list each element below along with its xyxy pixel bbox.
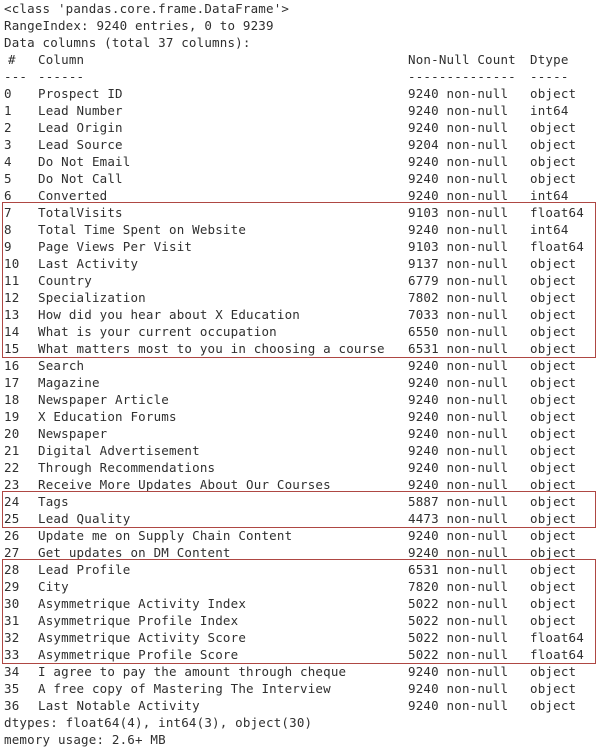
non-null-count: 9240 non-null <box>408 222 509 237</box>
column-name: Digital Advertisement <box>38 443 200 458</box>
dtype-value: object <box>530 273 577 288</box>
row-index: 33 <box>4 647 20 662</box>
dtype-value: object <box>530 698 577 713</box>
non-null-count: 6550 non-null <box>408 324 509 339</box>
non-null-count: 9240 non-null <box>408 477 509 492</box>
row-index: 15 <box>4 341 20 356</box>
table-row <box>4 527 607 544</box>
table-row <box>4 391 607 408</box>
table-row <box>4 255 607 272</box>
data-columns-line: Data columns (total 37 columns): <box>4 35 251 50</box>
non-null-count: 9240 non-null <box>408 171 509 186</box>
dtype-value: object <box>530 528 577 543</box>
table-row <box>4 425 607 442</box>
table-row <box>4 221 607 238</box>
dtype-value: object <box>530 392 577 407</box>
row-index: 10 <box>4 256 20 271</box>
column-name: Country <box>38 273 92 288</box>
column-name: Lead Quality <box>38 511 131 526</box>
non-null-count: 9204 non-null <box>408 137 509 152</box>
non-null-count: 5022 non-null <box>408 613 509 628</box>
table-row <box>4 663 607 680</box>
non-null-count: 9240 non-null <box>408 409 509 424</box>
column-name: TotalVisits <box>38 205 123 220</box>
table-row <box>4 119 607 136</box>
header-nonnull-label: Non-Null Count <box>408 52 516 67</box>
row-index: 12 <box>4 290 20 305</box>
column-name: Do Not Call <box>38 171 123 186</box>
column-name: Total Time Spent on Website <box>38 222 247 237</box>
dtype-value: float64 <box>530 630 584 645</box>
column-name: Prospect ID <box>38 86 123 101</box>
table-row <box>4 136 607 153</box>
dtype-value: object <box>530 256 577 271</box>
column-name: Asymmetrique Profile Score <box>38 647 239 662</box>
table-row <box>4 204 607 221</box>
table-row <box>4 272 607 289</box>
non-null-count: 7033 non-null <box>408 307 509 322</box>
column-name: A free copy of Mastering The Interview <box>38 681 331 696</box>
header-num-label: # <box>8 52 16 67</box>
table-separator-row <box>4 68 607 85</box>
row-index: 8 <box>4 222 12 237</box>
header-column-label: Column <box>38 52 85 67</box>
non-null-count: 9240 non-null <box>408 528 509 543</box>
non-null-count: 9240 non-null <box>408 426 509 441</box>
dtype-value: object <box>530 358 577 373</box>
dtype-value: object <box>530 460 577 475</box>
column-name: Asymmetrique Activity Score <box>38 630 247 645</box>
table-row <box>4 578 607 595</box>
non-null-count: 9240 non-null <box>408 545 509 560</box>
dtype-value: object <box>530 409 577 424</box>
column-name: Last Activity <box>38 256 139 271</box>
row-index: 19 <box>4 409 20 424</box>
row-index: 25 <box>4 511 20 526</box>
table-row <box>4 170 607 187</box>
table-row <box>4 697 607 714</box>
non-null-count: 7802 non-null <box>408 290 509 305</box>
table-rows <box>4 85 607 714</box>
row-index: 11 <box>4 273 20 288</box>
dtype-value: object <box>530 171 577 186</box>
class-line: <class 'pandas.core.frame.DataFrame'> <box>4 1 290 16</box>
row-index: 9 <box>4 239 12 254</box>
table-header-row <box>4 51 607 68</box>
dtype-value: object <box>530 443 577 458</box>
column-name: Do Not Email <box>38 154 131 169</box>
dtype-value: int64 <box>530 188 569 203</box>
row-index: 7 <box>4 205 12 220</box>
column-name: Tags <box>38 494 69 509</box>
dtype-value: object <box>530 596 577 611</box>
separator-dtype: ----- <box>530 69 569 84</box>
row-index: 26 <box>4 528 20 543</box>
dtype-value: object <box>530 664 577 679</box>
row-index: 24 <box>4 494 20 509</box>
header-dtype-label: Dtype <box>530 52 569 67</box>
table-row <box>4 493 607 510</box>
dtype-value: float64 <box>530 239 584 254</box>
row-index: 0 <box>4 86 12 101</box>
column-name: Search <box>38 358 85 373</box>
non-null-count: 9240 non-null <box>408 375 509 390</box>
non-null-count: 9240 non-null <box>408 188 509 203</box>
row-index: 18 <box>4 392 20 407</box>
row-index: 5 <box>4 171 12 186</box>
non-null-count: 9240 non-null <box>408 154 509 169</box>
dtype-value: object <box>530 511 577 526</box>
dtype-value: object <box>530 154 577 169</box>
dtype-value: float64 <box>530 647 584 662</box>
non-null-count: 9240 non-null <box>408 698 509 713</box>
dtype-value: object <box>530 494 577 509</box>
dtype-value: object <box>530 341 577 356</box>
non-null-count: 9240 non-null <box>408 681 509 696</box>
separator-num: --- <box>4 69 28 84</box>
dtype-value: object <box>530 307 577 322</box>
row-index: 32 <box>4 630 20 645</box>
table-row <box>4 306 607 323</box>
dtype-value: int64 <box>530 103 569 118</box>
table-row <box>4 289 607 306</box>
row-index: 29 <box>4 579 20 594</box>
dtype-value: object <box>530 86 577 101</box>
table-row <box>4 374 607 391</box>
table-row <box>4 680 607 697</box>
non-null-count: 5022 non-null <box>408 630 509 645</box>
table-row <box>4 340 607 357</box>
rangeindex-line: RangeIndex: 9240 entries, 0 to 9239 <box>4 18 274 33</box>
dtype-value: object <box>530 120 577 135</box>
table-row <box>4 510 607 527</box>
dtype-value: object <box>530 579 577 594</box>
row-index: 31 <box>4 613 20 628</box>
row-index: 6 <box>4 188 12 203</box>
row-index: 14 <box>4 324 20 339</box>
column-name: What matters most to you in choosing a course <box>38 341 385 356</box>
dtype-value: object <box>530 545 577 560</box>
dtype-value: object <box>530 137 577 152</box>
table-row <box>4 323 607 340</box>
table-row <box>4 357 607 374</box>
row-index: 16 <box>4 358 20 373</box>
column-name: Asymmetrique Profile Index <box>38 613 239 628</box>
column-name: Lead Source <box>38 137 123 152</box>
column-name: Lead Profile <box>38 562 131 577</box>
non-null-count: 9240 non-null <box>408 460 509 475</box>
non-null-count: 9137 non-null <box>408 256 509 271</box>
column-name: Page Views Per Visit <box>38 239 193 254</box>
dtype-value: object <box>530 290 577 305</box>
memory-usage-line: memory usage: 2.6+ MB <box>4 732 166 747</box>
row-index: 21 <box>4 443 20 458</box>
column-name: Lead Number <box>38 103 123 118</box>
dtype-value: object <box>530 426 577 441</box>
non-null-count: 9240 non-null <box>408 103 509 118</box>
table-row <box>4 646 607 663</box>
non-null-count: 5022 non-null <box>408 647 509 662</box>
dtype-value: object <box>530 477 577 492</box>
dtype-value: object <box>530 613 577 628</box>
row-index: 17 <box>4 375 20 390</box>
non-null-count: 9240 non-null <box>408 120 509 135</box>
table-row <box>4 544 607 561</box>
column-name: Update me on Supply Chain Content <box>38 528 293 543</box>
column-name: X Education Forums <box>38 409 177 424</box>
non-null-count: 9240 non-null <box>408 392 509 407</box>
table-row <box>4 612 607 629</box>
dtype-value: int64 <box>530 222 569 237</box>
non-null-count: 6531 non-null <box>408 341 509 356</box>
column-name: Lead Origin <box>38 120 123 135</box>
row-index: 20 <box>4 426 20 441</box>
row-index: 1 <box>4 103 12 118</box>
non-null-count: 9240 non-null <box>408 86 509 101</box>
column-name: Through Recommendations <box>38 460 216 475</box>
table-row <box>4 238 607 255</box>
non-null-count: 9240 non-null <box>408 664 509 679</box>
table-row <box>4 476 607 493</box>
non-null-count: 9103 non-null <box>408 205 509 220</box>
row-index: 22 <box>4 460 20 475</box>
table-row <box>4 442 607 459</box>
row-index: 34 <box>4 664 20 679</box>
row-index: 30 <box>4 596 20 611</box>
column-name: Last Notable Activity <box>38 698 200 713</box>
column-name: What is your current occupation <box>38 324 277 339</box>
row-index: 27 <box>4 545 20 560</box>
non-null-count: 9240 non-null <box>408 443 509 458</box>
table-row <box>4 629 607 646</box>
row-index: 23 <box>4 477 20 492</box>
column-name: Magazine <box>38 375 100 390</box>
separator-nonnull: -------------- <box>408 69 516 84</box>
column-name: Receive More Updates About Our Courses <box>38 477 331 492</box>
dtype-value: float64 <box>530 205 584 220</box>
column-name: I agree to pay the amount through cheque <box>38 664 347 679</box>
dtype-value: object <box>530 562 577 577</box>
dtypes-line: dtypes: float64(4), int64(3), object(30) <box>4 715 313 730</box>
table-row <box>4 459 607 476</box>
table-row <box>4 85 607 102</box>
table-row <box>4 153 607 170</box>
dtype-value: object <box>530 681 577 696</box>
table-row <box>4 561 607 578</box>
column-name: Newspaper <box>38 426 108 441</box>
non-null-count: 4473 non-null <box>408 511 509 526</box>
column-name: Get updates on DM Content <box>38 545 231 560</box>
column-name: Newspaper Article <box>38 392 169 407</box>
non-null-count: 9240 non-null <box>408 358 509 373</box>
column-name: Converted <box>38 188 108 203</box>
row-index: 4 <box>4 154 12 169</box>
row-index: 28 <box>4 562 20 577</box>
row-index: 2 <box>4 120 12 135</box>
column-name: Specialization <box>38 290 146 305</box>
column-name: How did you hear about X Education <box>38 307 300 322</box>
non-null-count: 6531 non-null <box>408 562 509 577</box>
non-null-count: 6779 non-null <box>408 273 509 288</box>
dtype-value: object <box>530 375 577 390</box>
row-index: 35 <box>4 681 20 696</box>
table-row <box>4 408 607 425</box>
column-name: Asymmetrique Activity Index <box>38 596 247 611</box>
non-null-count: 7820 non-null <box>408 579 509 594</box>
row-index: 36 <box>4 698 20 713</box>
non-null-count: 5887 non-null <box>408 494 509 509</box>
dtype-value: object <box>530 324 577 339</box>
table-row <box>4 595 607 612</box>
table-row <box>4 187 607 204</box>
non-null-count: 5022 non-null <box>408 596 509 611</box>
separator-column: ------ <box>38 69 85 84</box>
row-index: 13 <box>4 307 20 322</box>
table-row <box>4 102 607 119</box>
non-null-count: 9103 non-null <box>408 239 509 254</box>
row-index: 3 <box>4 137 12 152</box>
column-name: City <box>38 579 69 594</box>
